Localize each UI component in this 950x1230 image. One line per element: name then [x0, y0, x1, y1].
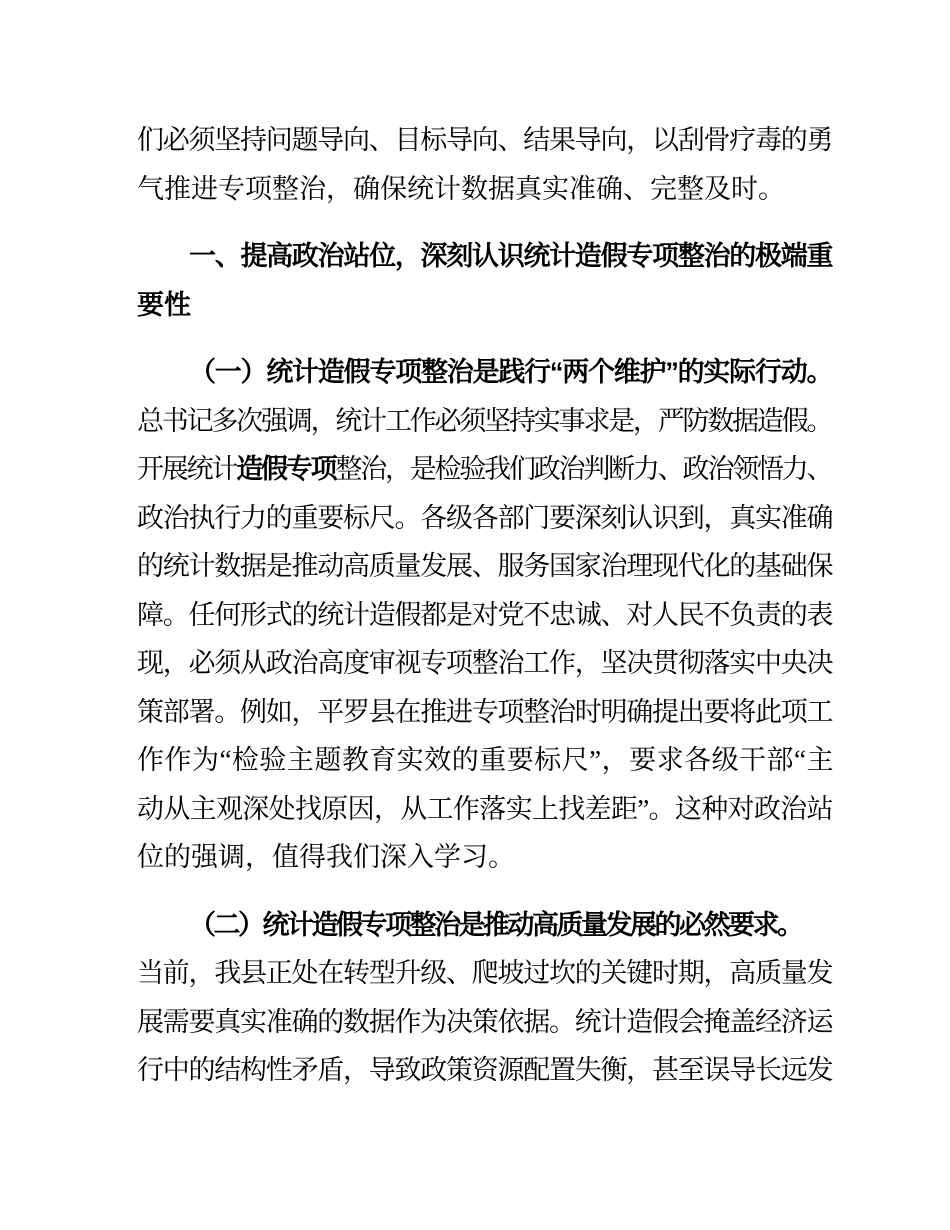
section-heading-one [137, 232, 831, 329]
text-line: 们必须坚持问题导向、目标导向、结果导向，以刮骨疗毒的勇 [137, 125, 831, 155]
text-line: 当前，我县正处在转型升级、爬坡过坎的关键时期，高质量发 [137, 958, 831, 988]
text-line: 气推进专项整治，确保统计数据真实准确、完整及时。 [137, 173, 785, 204]
text-run: 开展统计 [137, 454, 237, 484]
text-line: 位的强调，值得我们深入学习。 [137, 842, 515, 872]
text-line: 障。任何形式的统计造假都是对党不忠诚、对人民不负责的表 [137, 599, 831, 630]
paragraph-section-two [137, 901, 831, 1095]
text-line: 动从主观深处找原因，从工作落实上找差距”。这种对政治站 [137, 793, 831, 824]
text-line: 的统计数据是推动高质量发展、服务国家治理现代化的基础保 [137, 551, 831, 581]
paragraph-continuation [137, 116, 831, 213]
text-line: 策部署。例如，平罗县在推进专项整治时明确提出要将此项工 [137, 696, 831, 727]
text-run: 整治，是检验我们政治判断力、政治领悟力、 [335, 454, 832, 484]
heading-line: 一、提高政治站位，深刻认识统计造假专项整治的极端重 [189, 241, 831, 271]
text-line [137, 445, 831, 494]
text-line: 行中的结构性矛盾，导致政策资源配置失衡，甚至误导长远发 [137, 1055, 831, 1085]
bold-text-run: 造假专项 [236, 454, 336, 484]
lead-sentence: （二）统计造假专项整治是推动高质量发展的必然要求。 [189, 909, 802, 940]
text-line: 展需要真实准确的数据作为决策依据。统计造假会掩盖经济运 [137, 1006, 831, 1037]
text-line: 作作为“检验主题教育实效的重要标尺”，要求各级干部“主 [137, 745, 831, 775]
text-line: 总书记多次强调，统计工作必须坚持实事求是，严防数据造假。 [137, 405, 831, 436]
heading-line: 要性 [137, 289, 191, 320]
paragraph-section-one [137, 348, 831, 882]
lead-sentence: （一）统计造假专项整治是践行“两个维护”的实际行动。 [189, 357, 831, 387]
text-line: 现，必须从政治高度审视专项整治工作，坚决贯彻落实中央决 [137, 648, 831, 678]
text-line: 政治执行力的重要标尺。各级各部门要深刻认识到，真实准确 [137, 502, 831, 533]
